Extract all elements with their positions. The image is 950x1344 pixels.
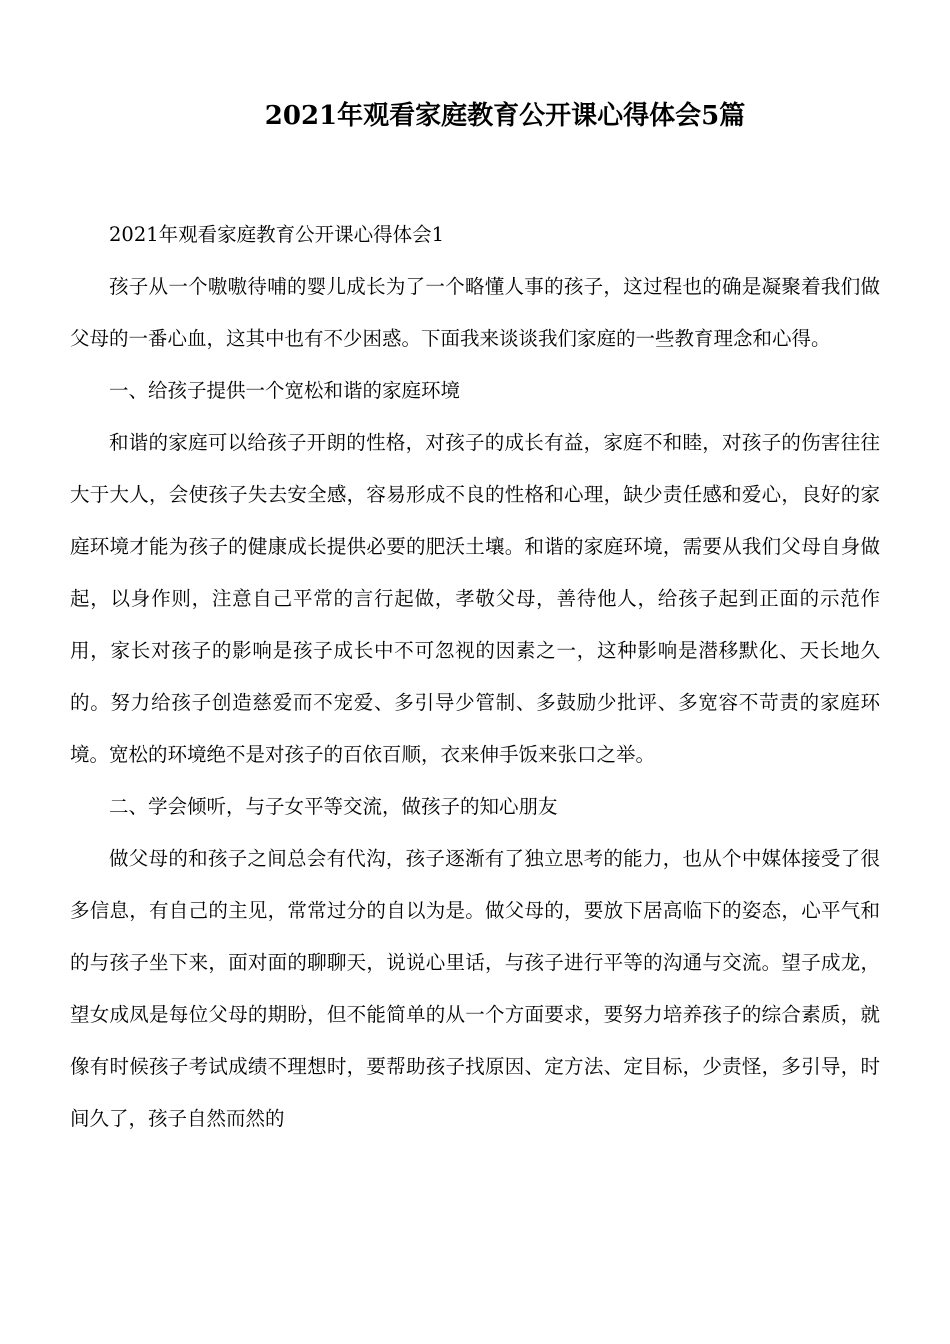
- section-heading-1: 一、给孩子提供一个宽松和谐的家庭环境: [109, 379, 461, 402]
- paragraph-intro: 孩子从一个嗷嗷待哺的婴儿成长为了一个略懂人事的孩子，这过程也的确是凝聚着我们做父母的一番心血，这其中也有不少困惑。下面我来谈谈我们家庭的一些教育理念和心得。: [70, 275, 880, 350]
- paragraph-section-1: 和谐的家庭可以给孩子开朗的性格，对孩子的成长有益，家庭不和睦，对孩子的伤害往往大于大人，会使孩子失去安全感，容易形成不良的性格和心理，缺少责任感和爱心，良好的家庭环境才能为孩子的健康成长提供必要的肥沃土壤。和谐的家庭环境，需要从我们父母自身做起，以身作则，注意自己平常的言行起做，孝敬父母，善待他人，给孩子起到正面的示范作用，家长对孩子的影响是孩子成长中不可忽视的因素之一，这种影响是潜移默化、天长地久的。努力给孩子创造慈爱而不宠爱、多引导少管制、多鼓励少批评、多宽容不苛责的家庭环境。宽松的环境绝不是对孩子的百依百顺，衣来伸手饭来张口之举。: [70, 431, 880, 766]
- paragraph-section-2: 做父母的和孩子之间总会有代沟，孩子逐渐有了独立思考的能力，也从个中媒体接受了很多信息，有自己的主见，常常过分的自以为是。做父母的，要放下居高临下的姿态，心平气和的与孩子坐下来，面对面的聊聊天，说说心里话，与孩子进行平等的沟通与交流。望子成龙，望女成凤是每位父母的期盼，但不能简单的从一个方面要求，要努力培养孩子的综合素质，就像有时候孩子考试成绩不理想时，要帮助孩子找原因、定方法、定目标，少责怪，多引导，时间久了，孩子自然而然的: [70, 847, 880, 1130]
- paragraph-subtitle: 2021年观看家庭教育公开课心得体会1: [109, 223, 445, 246]
- document-title: 2021年观看家庭教育公开课心得体会5篇: [264, 101, 746, 131]
- section-heading-2: 二、学会倾听，与子女平等交流，做孩子的知心朋友: [109, 795, 558, 818]
- document-body: [70, 209, 880, 1145]
